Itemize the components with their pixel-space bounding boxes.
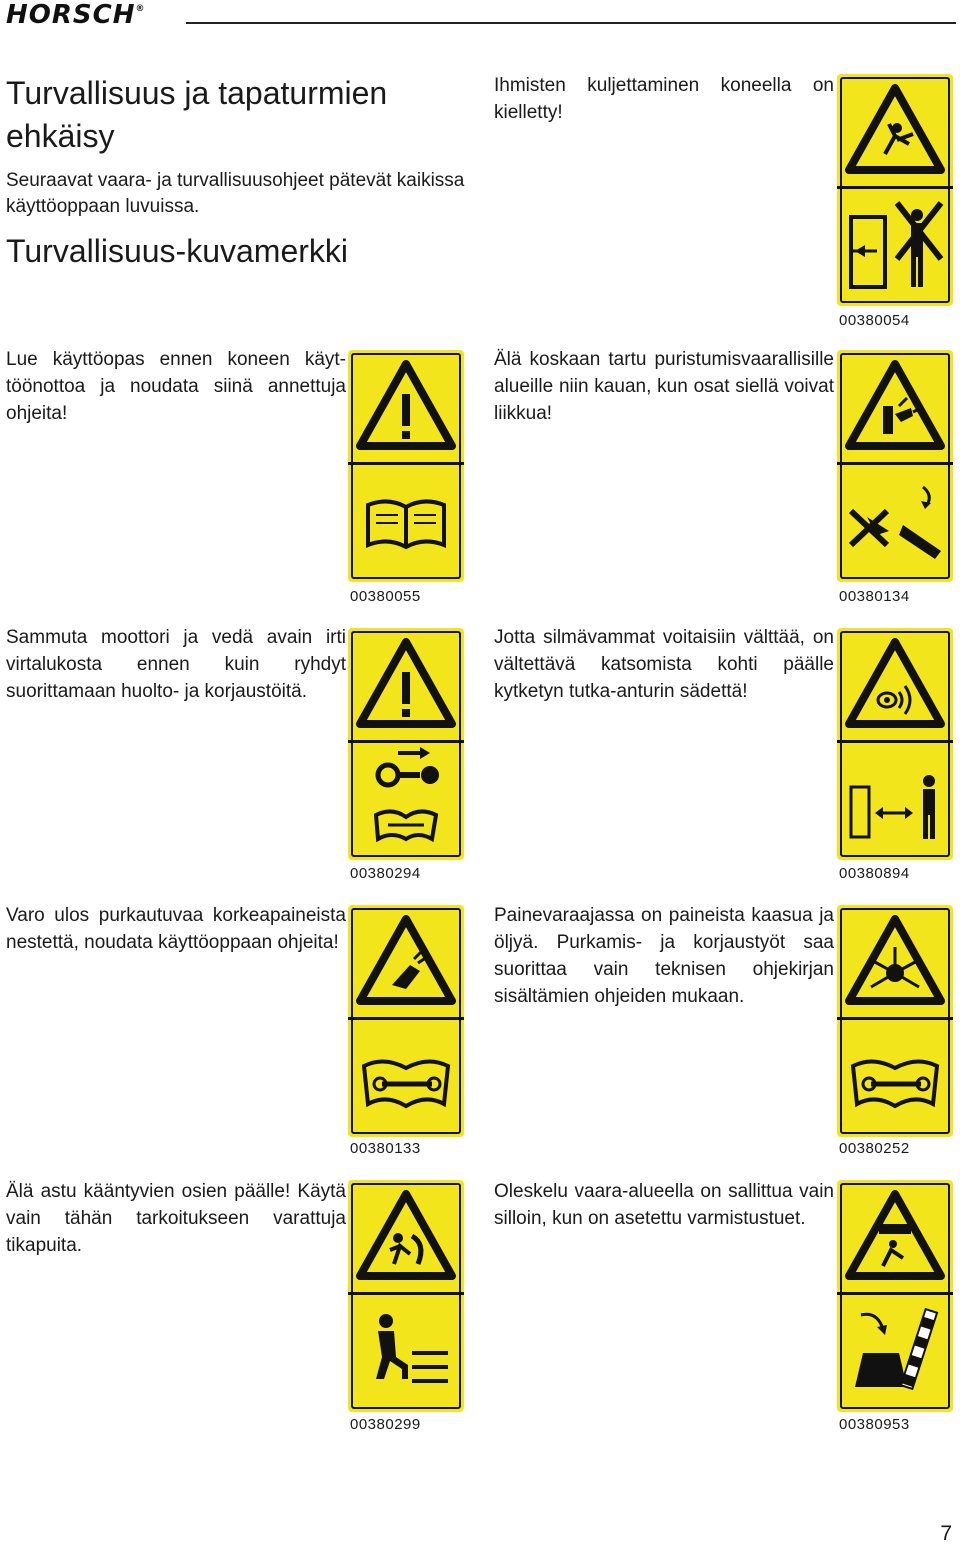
rotating-parts-warning-icon — [348, 1180, 464, 1292]
falling-person-warning-icon — [837, 74, 953, 186]
falling-load-warning-icon — [837, 1180, 953, 1292]
warning-sign-read-manual — [348, 350, 464, 582]
sign-code-3: 00380294 — [350, 865, 421, 882]
crush-hand-warning-icon — [837, 350, 953, 462]
sign-code-4: 00380134 — [839, 588, 910, 605]
horsch-logo — [6, 0, 145, 30]
registered-mark: ® — [135, 4, 146, 14]
warning-sign-crush-hand — [837, 350, 953, 582]
keep-distance-icon — [837, 743, 953, 855]
sign-text-7: Älä astu kääntyvien osien päälle! Käytä vain tähän tarkoitukseen varattuja tikapuita. — [6, 1181, 346, 1256]
sign-code-9: 00380953 — [839, 1416, 910, 1433]
intro-text: Seuraavat vaara- ja turvallisuusohjeet pätevät kaikissa käyttöoppaan luvuissa. — [6, 170, 465, 217]
sign-code-6: 00380894 — [839, 865, 910, 882]
logo-text: HORSCH — [6, 0, 136, 30]
warning-sign-radar — [837, 628, 953, 860]
radar-warning-icon — [837, 628, 953, 740]
warning-sign-pressure-accumulator — [837, 905, 953, 1137]
sign-text-3: Sammuta moottori ja vedä avain irti virtalukosta ennen kuin ryhdyt suorittamaan huolto- ja korjaustöitä. — [6, 627, 346, 702]
crush-zone-icon — [837, 465, 953, 577]
warning-sign-fluid-injection — [348, 905, 464, 1137]
fluid-injection-warning-icon — [348, 905, 464, 1017]
manual-wrench-icon — [837, 1020, 953, 1132]
sign-text-8: Painevaraajassa on paineista kaasua ja öljyä. Purkamis- ja korjaustyöt saa suorittaa vain teknisen ohjekirjan sisältämien ohjeiden mukaan. — [494, 905, 834, 1007]
warning-sign-rotating-parts — [348, 1180, 464, 1412]
header-rule — [186, 22, 956, 24]
sign-code-2: 00380054 — [839, 312, 910, 329]
sign-text-4: Älä koskaan tartu puristumisvaarallisille alueille niin kauan, kun osat siellä voivat liikkua! — [494, 349, 834, 424]
exclamation-warning-icon — [348, 350, 464, 462]
exclamation-warning-icon — [348, 628, 464, 740]
sign-text-2: Ihmisten kuljettaminen koneella on kielletty! — [494, 75, 834, 123]
sign-code-7: 00380299 — [350, 1416, 421, 1433]
manual-wrench-icon — [348, 1020, 464, 1132]
sign-code-8: 00380252 — [839, 1140, 910, 1157]
sign-text-9: Oleskelu vaara-alueella on sallittua vain silloin, kun on asetettu varmistustuet. — [494, 1181, 834, 1229]
sign-code-1: 00380055 — [350, 588, 421, 605]
sign-text-5: Varo ulos purkautuvaa korkeapaineista nestettä, noudata käyttöoppaan ohjeita! — [6, 905, 346, 953]
explosion-warning-icon — [837, 905, 953, 1017]
warning-sign-no-riding — [837, 74, 953, 306]
manual-book-icon — [348, 465, 464, 577]
page-number: 7 — [940, 1522, 952, 1545]
use-ladder-icon — [348, 1295, 464, 1407]
section-subtitle: Turvallisuus-kuvamerkki — [6, 233, 348, 269]
sign-text-1: Lue käyttöopas ennen koneen käyttöönottoa ja noudata siinä annettuja ohjeita! — [6, 349, 346, 424]
no-riding-icon — [837, 189, 953, 301]
page-title: Turvallisuus ja tapaturmien ehkäisy — [6, 75, 388, 154]
warning-sign-safety-support — [837, 1180, 953, 1412]
warning-sign-remove-key — [348, 628, 464, 860]
sign-text-6: Jotta silmävammat voitaisiin välttää, on vältettävä katsomista kohti päälle kytketyn tutka-anturin sädettä! — [494, 627, 834, 702]
safety-support-icon — [837, 1295, 953, 1407]
sign-code-5: 00380133 — [350, 1140, 421, 1157]
remove-key-manual-icon — [348, 743, 464, 855]
